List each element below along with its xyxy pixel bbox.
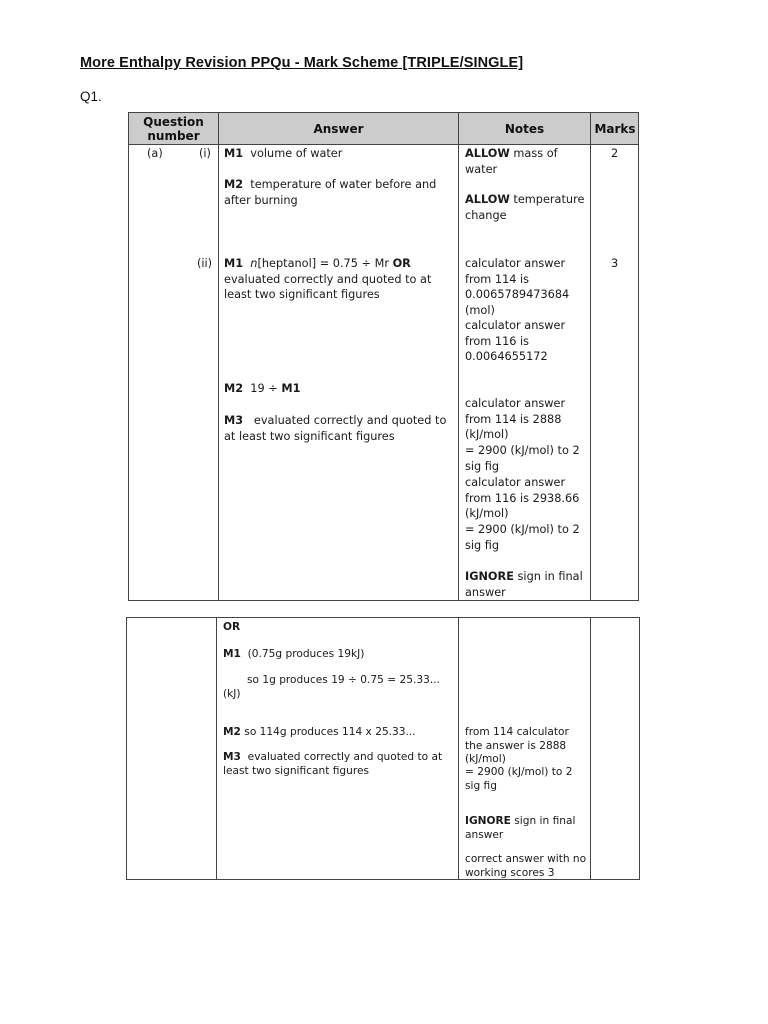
note-calc-116-mol: calculator answer from 116 is 0.0064655172 bbox=[465, 319, 566, 363]
or-tag: OR bbox=[392, 257, 411, 270]
note-tag: IGNORE bbox=[465, 570, 514, 583]
note-text: sign in final answer bbox=[465, 570, 583, 599]
answer-m3 bbox=[223, 751, 453, 778]
answer-text: temperature of water before and after burning bbox=[224, 178, 437, 207]
note-allow-temperature bbox=[465, 192, 587, 223]
note-text: temperature change bbox=[465, 193, 585, 222]
answer-m1 bbox=[224, 146, 452, 162]
note-calc-114-kj: calculator answer from 114 is 2888 (kJ/mol) bbox=[465, 397, 566, 441]
note-text: sign in final answer bbox=[465, 815, 576, 841]
answer-text: so 114g produces 114 x 25.33... bbox=[244, 726, 416, 738]
mark-tag: M3 bbox=[224, 414, 244, 427]
header-marks: Marks bbox=[594, 122, 636, 136]
answer-text: [heptanol] = 0.75 ÷ Mr bbox=[257, 257, 389, 270]
answer-m1-working: so 1g produces 19 ÷ 0.75 = 25.33... (kJ) bbox=[223, 674, 440, 700]
mark-tag: M1 bbox=[224, 147, 244, 160]
column-divider bbox=[216, 618, 217, 879]
mark-scheme-table bbox=[128, 112, 639, 601]
question-subpart: (ii) bbox=[197, 257, 213, 270]
or-label: OR bbox=[223, 621, 241, 633]
note-calc-114-mol: calculator answer from 114 is 0.0065789473684 (mol) bbox=[465, 257, 570, 317]
column-divider bbox=[218, 113, 219, 600]
note-allow-mass bbox=[465, 146, 587, 177]
answer-m1 bbox=[223, 648, 453, 662]
answer-m2 bbox=[224, 177, 452, 208]
question-part: (a) bbox=[147, 147, 163, 160]
mark-tag: M1 bbox=[223, 648, 241, 660]
note-no-working: correct answer with no working scores 3 bbox=[465, 853, 587, 879]
answer-m3 bbox=[224, 413, 452, 444]
answer-text: evaluated correctly and quoted to at least two significant figures bbox=[223, 751, 443, 777]
marks-value: 2 bbox=[611, 147, 619, 160]
note-2sf: = 2900 (kJ/mol) to 2 sig fig bbox=[465, 444, 580, 473]
note-text: mass of water bbox=[465, 147, 558, 176]
document-title: More Enthalpy Revision PPQu - Mark Scheme [TRIPLE/SINGLE] bbox=[80, 55, 524, 71]
note-calc-116-kj: calculator answer from 116 is 2938.66 (kJ/mol) bbox=[465, 476, 580, 520]
column-divider bbox=[458, 618, 459, 879]
answer-m2 bbox=[224, 381, 452, 397]
note-ignore-sign bbox=[465, 815, 587, 842]
mark-scheme-table-continued bbox=[126, 617, 640, 880]
column-divider bbox=[590, 113, 591, 600]
answer-text: 19 ÷ bbox=[250, 382, 278, 395]
mark-tag: M2 bbox=[223, 726, 241, 738]
column-divider bbox=[590, 618, 591, 879]
answer-m2 bbox=[223, 726, 453, 740]
header-notes: Notes bbox=[504, 122, 545, 136]
note-2sf: = 2900 (kJ/mol) to 2 sig fig bbox=[465, 766, 573, 792]
marks-value: 3 bbox=[611, 257, 619, 270]
header-question-number: Question number bbox=[143, 115, 204, 143]
mark-tag: M2 bbox=[224, 382, 244, 395]
answer-text: evaluated correctly and quoted to at least two significant figures bbox=[224, 414, 447, 443]
column-divider bbox=[458, 113, 459, 600]
note-ignore-sign bbox=[465, 569, 587, 600]
note-2sf: = 2900 (kJ/mol) to 2 sig fig bbox=[465, 523, 580, 552]
header-answer: Answer bbox=[313, 122, 364, 136]
answer-text: volume of water bbox=[250, 147, 343, 160]
question-subpart: (i) bbox=[199, 147, 211, 160]
mark-tag: M2 bbox=[224, 178, 244, 191]
note-tag: ALLOW bbox=[465, 193, 510, 206]
answer-text: n bbox=[250, 257, 258, 270]
note-calc-114-kj: from 114 calculator the answer is 2888 (kJ/mol) bbox=[465, 726, 569, 765]
answer-text: evaluated correctly and quoted to at least two significant figures bbox=[224, 272, 432, 301]
mark-tag: M1 bbox=[224, 257, 244, 270]
answer-m1 bbox=[224, 256, 452, 303]
question-label: Q1. bbox=[80, 89, 102, 104]
mark-tag: M3 bbox=[223, 751, 241, 763]
mark-ref: M1 bbox=[281, 382, 301, 395]
answer-text: (0.75g produces 19kJ) bbox=[247, 648, 365, 660]
note-tag: ALLOW bbox=[465, 147, 510, 160]
note-tag: IGNORE bbox=[465, 815, 511, 827]
